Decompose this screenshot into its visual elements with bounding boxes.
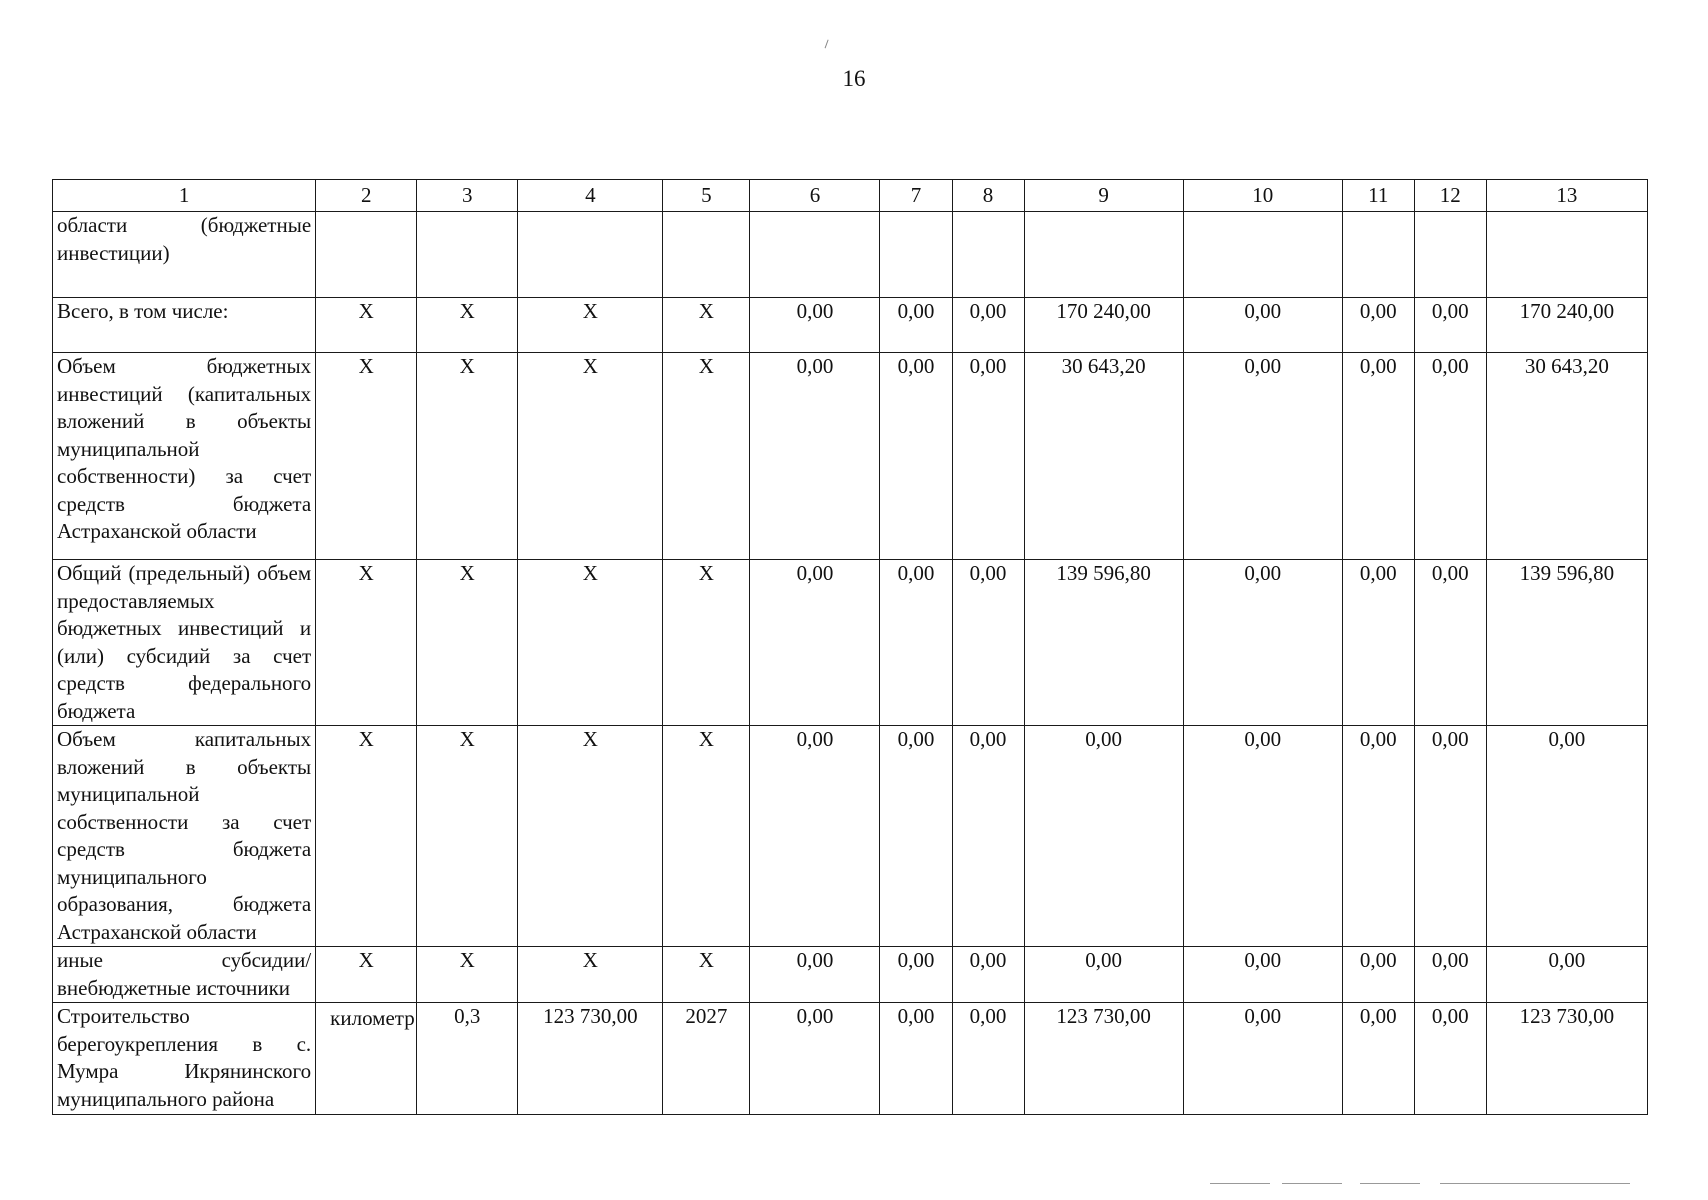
- table-cell: 123 730,00: [1486, 1003, 1647, 1115]
- table-row-total: [53, 298, 1648, 353]
- footer-rule: [1440, 1183, 1630, 1184]
- table-cell: 0,00: [880, 947, 952, 1003]
- table-cell: Х: [417, 726, 518, 947]
- column-header: 8: [952, 180, 1024, 212]
- table-cell: 0,00: [952, 726, 1024, 947]
- table-cell: 0,00: [952, 947, 1024, 1003]
- table-cell-unit: километр: [316, 1003, 417, 1115]
- table-cell: 0,00: [750, 560, 880, 726]
- table-cell: 0,00: [1414, 353, 1486, 560]
- table-cell: Х: [518, 353, 663, 560]
- column-header: 7: [880, 180, 952, 212]
- table-row-construction: [53, 1003, 1648, 1115]
- column-header: 3: [417, 180, 518, 212]
- table-cell: 0,00: [750, 726, 880, 947]
- table-cell: 0,00: [1183, 298, 1342, 353]
- table-cell: 139 596,80: [1486, 560, 1647, 726]
- table-row-other-sources: [53, 947, 1648, 1003]
- table-cell: [750, 212, 880, 298]
- table-cell: 0,3: [417, 1003, 518, 1115]
- column-header: 5: [663, 180, 750, 212]
- budget-table: [52, 179, 1648, 1115]
- table-cell: 123 730,00: [1024, 1003, 1183, 1115]
- table-cell: Х: [316, 353, 417, 560]
- table-cell: Х: [663, 353, 750, 560]
- footer-rule: [1282, 1183, 1342, 1184]
- table-cell: 0,00: [1342, 1003, 1414, 1115]
- table-cell: 0,00: [952, 560, 1024, 726]
- page-number: 16: [842, 66, 866, 91]
- table-cell: 30 643,20: [1024, 353, 1183, 560]
- table-cell: [1183, 212, 1342, 298]
- table-cell: 0,00: [1024, 947, 1183, 1003]
- table-cell: [518, 212, 663, 298]
- column-header: 2: [316, 180, 417, 212]
- table-cell: 0,00: [1486, 947, 1647, 1003]
- table-cell: Х: [417, 298, 518, 353]
- row-label: области (бюджетные инвестиции): [53, 212, 316, 298]
- table-cell: 0,00: [1183, 1003, 1342, 1115]
- table-cell: 0,00: [952, 1003, 1024, 1115]
- table-cell: 0,00: [1414, 298, 1486, 353]
- table-cell: Х: [417, 947, 518, 1003]
- table-cell: [952, 212, 1024, 298]
- table-cell: Х: [417, 353, 518, 560]
- table-cell: 0,00: [1183, 947, 1342, 1003]
- table-cell: Х: [417, 560, 518, 726]
- table-cell: [663, 212, 750, 298]
- table-cell: [1024, 212, 1183, 298]
- table-row-continuation: [53, 212, 1648, 298]
- table-cell: 0,00: [1342, 353, 1414, 560]
- table-cell: Х: [518, 298, 663, 353]
- column-header: 10: [1183, 180, 1342, 212]
- table-cell: 0,00: [880, 726, 952, 947]
- table-cell: 2027: [663, 1003, 750, 1115]
- table-cell: 170 240,00: [1024, 298, 1183, 353]
- table-cell: 0,00: [1342, 560, 1414, 726]
- table-row-regional-budget: [53, 353, 1648, 560]
- table-cell: Х: [518, 560, 663, 726]
- table-cell: Х: [663, 560, 750, 726]
- table-cell: 0,00: [880, 353, 952, 560]
- table-cell: 123 730,00: [518, 1003, 663, 1115]
- table-cell: Х: [518, 947, 663, 1003]
- table-cell: 0,00: [1183, 726, 1342, 947]
- row-label: Общий (предельный) объем предоставляемых бюджетных инвестиций и (или) субсидий за счет средств федерального бюджета: [53, 560, 316, 726]
- table-cell: Х: [663, 726, 750, 947]
- table-cell: 0,00: [750, 947, 880, 1003]
- table-cell: 0,00: [952, 353, 1024, 560]
- scan-speck: [825, 40, 832, 50]
- column-header: 1: [53, 180, 316, 212]
- table-cell: 0,00: [1414, 1003, 1486, 1115]
- table-cell: 0,00: [1414, 726, 1486, 947]
- table-cell: 0,00: [750, 1003, 880, 1115]
- table-cell: 0,00: [1486, 726, 1647, 947]
- table-cell: [880, 212, 952, 298]
- table-cell: 0,00: [1342, 947, 1414, 1003]
- table-cell: Х: [663, 947, 750, 1003]
- table-cell: 0,00: [750, 353, 880, 560]
- table-cell: 0,00: [1342, 298, 1414, 353]
- column-header: 12: [1414, 180, 1486, 212]
- table-row-federal-budget: [53, 560, 1648, 726]
- table-cell: [1414, 212, 1486, 298]
- footer-rule: [1210, 1183, 1270, 1184]
- header-row: [53, 180, 1648, 212]
- table-cell: 0,00: [880, 298, 952, 353]
- row-label: Строительство берегоукрепления в с. Мумра Икрянинского муниципального района: [53, 1003, 316, 1115]
- table-cell: Х: [316, 726, 417, 947]
- table-cell: 0,00: [880, 1003, 952, 1115]
- table-cell: Х: [316, 560, 417, 726]
- table-cell: Х: [518, 726, 663, 947]
- table-cell: 0,00: [1024, 726, 1183, 947]
- column-header: 9: [1024, 180, 1183, 212]
- table-cell: [1486, 212, 1647, 298]
- table-cell: 0,00: [1414, 947, 1486, 1003]
- row-label: Объем капитальных вложений в объекты муниципальной собственности за счет средств бюджета муниципального образования, бюджета Астраханской области: [53, 726, 316, 947]
- table-row-municipal-budget: [53, 726, 1648, 947]
- column-header: 4: [518, 180, 663, 212]
- table-cell: 0,00: [880, 560, 952, 726]
- column-header: 11: [1342, 180, 1414, 212]
- row-label: Объем бюджетных инвестиций (капитальных вложений в объекты муниципальной собственности) за счет средств бюджета Астраханской области: [53, 353, 316, 560]
- table-cell: 30 643,20: [1486, 353, 1647, 560]
- row-label: Всего, в том числе:: [53, 298, 316, 353]
- footer-rule: [1360, 1183, 1420, 1184]
- table-cell: 0,00: [952, 298, 1024, 353]
- table-cell: [316, 212, 417, 298]
- column-header: 13: [1486, 180, 1647, 212]
- table-cell: 0,00: [1414, 560, 1486, 726]
- row-label: иные субсидии/ внебюджетные источники: [53, 947, 316, 1003]
- table-cell: 0,00: [750, 298, 880, 353]
- table-cell: [417, 212, 518, 298]
- table-cell: 0,00: [1183, 353, 1342, 560]
- table-cell: Х: [663, 298, 750, 353]
- table-cell: 0,00: [1342, 726, 1414, 947]
- table-cell: Х: [316, 947, 417, 1003]
- table-cell: 0,00: [1183, 560, 1342, 726]
- table-cell: [1342, 212, 1414, 298]
- table-cell: 170 240,00: [1486, 298, 1647, 353]
- table-cell: 139 596,80: [1024, 560, 1183, 726]
- column-header: 6: [750, 180, 880, 212]
- table-cell: Х: [316, 298, 417, 353]
